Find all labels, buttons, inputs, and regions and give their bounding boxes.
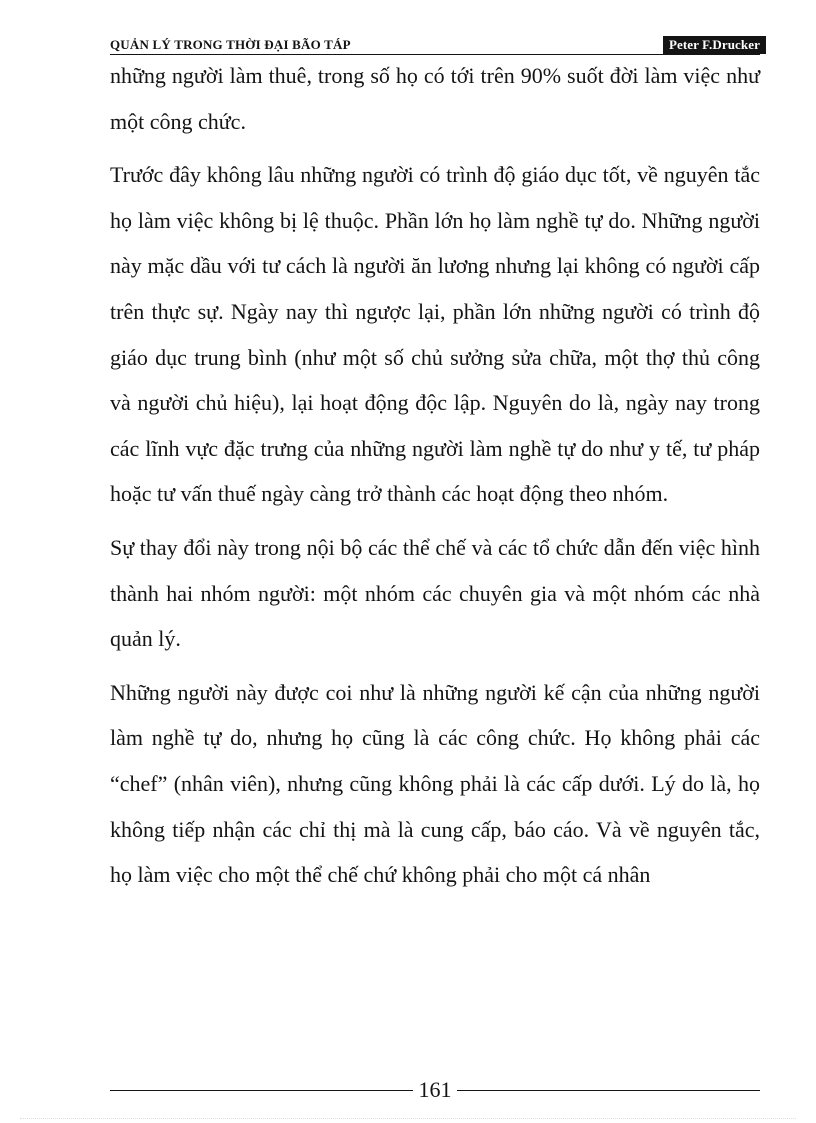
body-text [110,53,760,898]
paragraph-2: Trước đây không lâu những người có trình độ giáo dục tốt, về nguyên tắc họ làm việc không bị lệ thuộc. Phần lớn họ làm nghề tự do. Những người này mặc dầu với tư cách là người ăn lương nhưng lại không có người cấp trên thực sự. Ngày nay thì ngược lại, phần lớn những người có trình độ giáo dục trung bình (như một số chủ sưởng sửa chữa, một thợ thủ công và người chủ hiệu), lại hoạt động độc lập. Nguyên do là, ngày nay trong các lĩnh vực đặc trưng của những người làm nghề tự do như y tế, tư pháp hoặc tư vấn thuế ngày càng trở thành các hoạt động theo nhóm. [110,162,760,507]
book-title: QUẢN LÝ TRONG THỜI ĐẠI BÃO TÁP [110,37,351,52]
page-footer [110,1077,760,1103]
paragraph-1: những người làm thuê, trong số họ có tới trên 90% suốt đời làm việc như một công chức. [110,63,760,134]
running-header [110,34,760,55]
author-name: Peter F.Drucker [663,36,766,54]
footer-rule-left [110,1090,413,1091]
paragraph-3: Sự thay đổi này trong nội bộ các thể chế và các tổ chức dẫn đến việc hình thành hai nhóm người: một nhóm các chuyên gia và một nhóm các nhà quản lý. [110,534,760,652]
page-number: 161 [418,1077,452,1102]
paragraph-4: Những người này được coi như là những người kế cận của những người làm nghề tự do, nhưng họ cũng là các công chức. Họ không phải các “chef” (nhân viên), nhưng cũng không phải là các cấp dưới. Lý do là, họ không tiếp nhận các chỉ thị mà là cung cấp, báo cáo. Và về nguyên tắc, họ làm việc cho một thể chế chứ không phải cho một cá nhân [110,679,760,888]
footer-rule-right [457,1090,760,1091]
scan-edge-divider [20,1118,796,1119]
